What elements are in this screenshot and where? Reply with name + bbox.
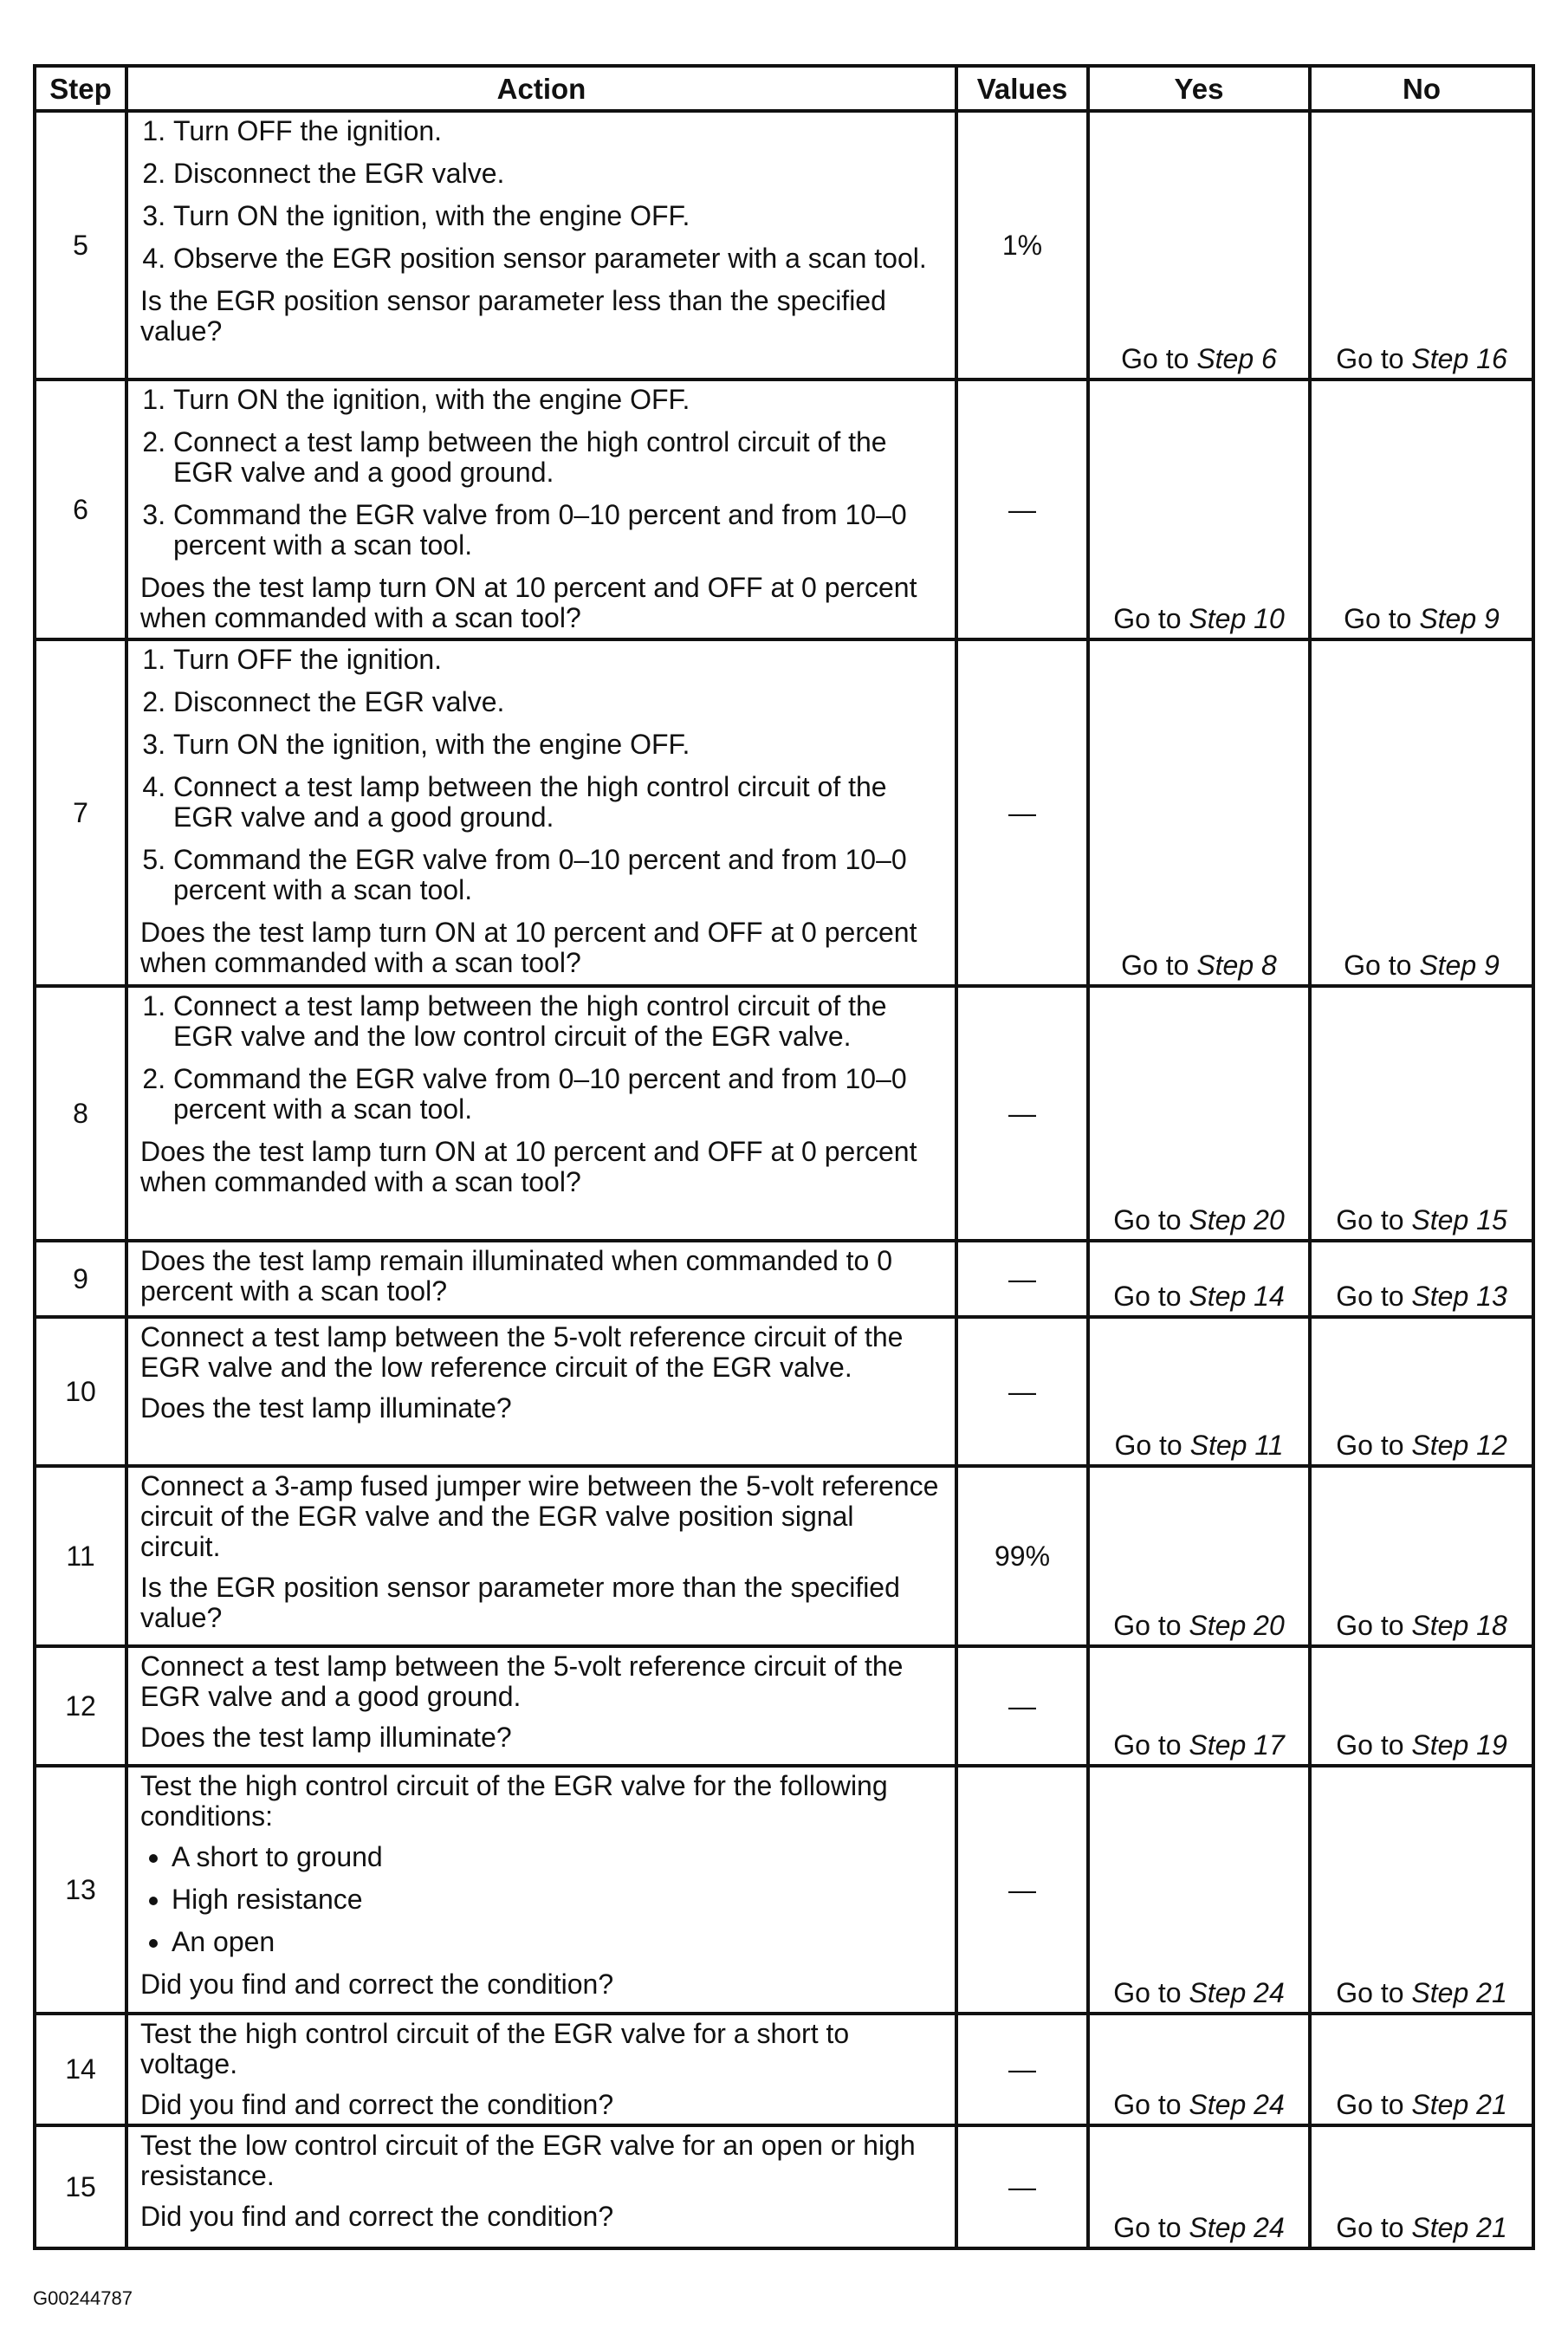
value-cell: — xyxy=(956,1766,1088,2014)
list-item: 4. Connect a test lamp between the high control circuit of the EGR valve and a good ground. xyxy=(173,772,941,833)
question-text: Is the EGR position sensor parameter more than the specified value? xyxy=(140,1572,900,1633)
question-text: Did you find and correct the condition? xyxy=(140,1969,614,2000)
procedure-list xyxy=(140,116,941,274)
table-row xyxy=(35,1466,1533,1646)
table-row xyxy=(35,2014,1533,2125)
action-paragraph: Test the high control circuit of the EGR valve for the following conditions: xyxy=(140,1770,888,1832)
action-cell xyxy=(126,1466,956,1646)
action-cell xyxy=(126,986,956,1241)
go-to-label: Go to xyxy=(1336,1977,1404,2008)
header-step: Step xyxy=(35,66,126,111)
list-item: 3. Command the EGR valve from 0–10 percent and from 10–0 percent with a scan tool. xyxy=(173,500,941,561)
go-to-label: Go to xyxy=(1113,1281,1182,1312)
yes-cell xyxy=(1088,1241,1310,1317)
value-cell: — xyxy=(956,1317,1088,1466)
no-step-link: Step 12 xyxy=(1411,1430,1507,1461)
no-step-link: Step 18 xyxy=(1411,1610,1507,1641)
go-to-label: Go to xyxy=(1336,2212,1404,2243)
no-cell xyxy=(1310,1317,1533,1466)
go-to-label: Go to xyxy=(1336,1430,1404,1461)
yes-cell xyxy=(1088,1646,1310,1766)
question-text: Does the test lamp turn ON at 10 percent and OFF at 0 percent when commanded with a scan tool? xyxy=(140,572,917,633)
go-to-label: Go to xyxy=(1121,343,1189,374)
table-row xyxy=(35,639,1533,986)
yes-cell xyxy=(1088,1317,1310,1466)
procedure-list xyxy=(140,991,941,1125)
list-item: • High resistance xyxy=(172,1884,941,1915)
step-number: 7 xyxy=(35,639,126,986)
yes-cell xyxy=(1088,2125,1310,2248)
question-text: Does the test lamp turn ON at 10 percent and OFF at 0 percent when commanded with a scan tool? xyxy=(140,1136,917,1197)
list-item: 1. Turn OFF the ignition. xyxy=(173,645,941,675)
question-text: Did you find and correct the condition? xyxy=(140,2089,614,2120)
no-cell xyxy=(1310,639,1533,986)
yes-step-link: Step 11 xyxy=(1189,1430,1284,1461)
go-to-label: Go to xyxy=(1121,950,1189,981)
value-cell: — xyxy=(956,379,1088,639)
no-step-link: Step 9 xyxy=(1419,603,1500,634)
no-step-link: Step 21 xyxy=(1411,1977,1507,2008)
yes-step-link: Step 24 xyxy=(1189,1977,1285,2008)
action-cell xyxy=(126,2125,956,2248)
go-to-label: Go to xyxy=(1336,1610,1404,1641)
procedure-list xyxy=(140,645,941,905)
table-row xyxy=(35,2125,1533,2248)
step-number: 10 xyxy=(35,1317,126,1466)
go-to-label: Go to xyxy=(1336,1204,1404,1236)
action-paragraph: Connect a 3-amp fused jumper wire between the 5-volt reference circuit of the EGR valve and the EGR valve position signal circuit. xyxy=(140,1470,939,1562)
action-cell xyxy=(126,111,956,379)
table-row xyxy=(35,1766,1533,2014)
question-text: Did you find and correct the condition? xyxy=(140,2201,614,2232)
no-step-link: Step 21 xyxy=(1411,2089,1507,2120)
yes-step-link: Step 24 xyxy=(1189,2212,1285,2243)
go-to-label: Go to xyxy=(1114,1430,1182,1461)
condition-list xyxy=(140,1842,941,1957)
figure-id: G00244787 xyxy=(33,2287,133,2309)
yes-cell xyxy=(1088,639,1310,986)
yes-step-link: Step 20 xyxy=(1189,1204,1285,1236)
no-cell xyxy=(1310,1241,1533,1317)
list-item: • A short to ground xyxy=(172,1842,941,1872)
no-cell xyxy=(1310,2125,1533,2248)
header-action: Action xyxy=(126,66,956,111)
diagnostic-table xyxy=(33,64,1535,2250)
go-to-label: Go to xyxy=(1113,1729,1182,1761)
no-cell xyxy=(1310,1766,1533,2014)
no-step-link: Step 21 xyxy=(1411,2212,1507,2243)
yes-step-link: Step 20 xyxy=(1189,1610,1285,1641)
action-paragraph: Test the high control circuit of the EGR valve for a short to voltage. xyxy=(140,2018,850,2079)
yes-step-link: Step 14 xyxy=(1189,1281,1285,1312)
yes-cell xyxy=(1088,1466,1310,1646)
go-to-label: Go to xyxy=(1113,1610,1182,1641)
table-header xyxy=(35,66,1533,111)
list-item: 2. Command the EGR valve from 0–10 percent and from 10–0 percent with a scan tool. xyxy=(173,1064,941,1125)
table-row xyxy=(35,379,1533,639)
action-cell xyxy=(126,379,956,639)
action-paragraph: Connect a test lamp between the 5-volt reference circuit of the EGR valve and the low reference circuit of the EGR valve. xyxy=(140,1321,904,1383)
value-cell: — xyxy=(956,1646,1088,1766)
header-values: Values xyxy=(956,66,1088,111)
table-row xyxy=(35,111,1533,379)
yes-step-link: Step 8 xyxy=(1196,950,1277,981)
no-step-link: Step 15 xyxy=(1411,1204,1507,1236)
value-cell: — xyxy=(956,2125,1088,2248)
step-number: 9 xyxy=(35,1241,126,1317)
table-body xyxy=(35,111,1533,2248)
action-cell xyxy=(126,1317,956,1466)
no-step-link: Step 13 xyxy=(1411,1281,1507,1312)
no-cell xyxy=(1310,1646,1533,1766)
step-number: 12 xyxy=(35,1646,126,1766)
go-to-label: Go to xyxy=(1344,603,1412,634)
yes-step-link: Step 10 xyxy=(1189,603,1285,634)
go-to-label: Go to xyxy=(1113,2212,1182,2243)
question-text: Is the EGR position sensor parameter less than the specified value? xyxy=(140,285,886,347)
list-item: 1. Turn OFF the ignition. xyxy=(173,116,941,146)
no-step-link: Step 19 xyxy=(1411,1729,1507,1761)
value-cell: — xyxy=(956,639,1088,986)
step-number: 14 xyxy=(35,2014,126,2125)
table-row xyxy=(35,1241,1533,1317)
go-to-label: Go to xyxy=(1336,1281,1404,1312)
go-to-label: Go to xyxy=(1113,1977,1182,2008)
step-number: 15 xyxy=(35,2125,126,2248)
yes-cell xyxy=(1088,111,1310,379)
procedure-list xyxy=(140,385,941,561)
go-to-label: Go to xyxy=(1336,2089,1404,2120)
no-cell xyxy=(1310,379,1533,639)
list-item: 3. Turn ON the ignition, with the engine OFF. xyxy=(173,201,941,231)
go-to-label: Go to xyxy=(1113,603,1182,634)
step-number: 5 xyxy=(35,111,126,379)
go-to-label: Go to xyxy=(1336,343,1404,374)
yes-cell xyxy=(1088,379,1310,639)
header-row xyxy=(35,66,1533,111)
action-paragraph: Connect a test lamp between the 5-volt reference circuit of the EGR valve and a good ground. xyxy=(140,1651,904,1712)
step-number: 11 xyxy=(35,1466,126,1646)
go-to-label: Go to xyxy=(1113,2089,1182,2120)
table-row xyxy=(35,986,1533,1241)
value-cell: — xyxy=(956,1241,1088,1317)
value-cell: 1% xyxy=(956,111,1088,379)
action-cell xyxy=(126,639,956,986)
question-text: Does the test lamp remain illuminated when commanded to 0 percent with a scan tool? xyxy=(140,1245,892,1307)
header-yes: Yes xyxy=(1088,66,1310,111)
list-item: 4. Observe the EGR position sensor parameter with a scan tool. xyxy=(173,243,941,274)
question-text: Does the test lamp illuminate? xyxy=(140,1722,512,1753)
list-item: 5. Command the EGR valve from 0–10 percent and from 10–0 percent with a scan tool. xyxy=(173,845,941,905)
question-text: Does the test lamp turn ON at 10 percent and OFF at 0 percent when commanded with a scan tool? xyxy=(140,917,917,978)
value-cell: 99% xyxy=(956,1466,1088,1646)
list-item: 1. Turn ON the ignition, with the engine OFF. xyxy=(173,385,941,415)
step-number: 13 xyxy=(35,1766,126,2014)
list-item: 2. Disconnect the EGR valve. xyxy=(173,687,941,717)
yes-cell xyxy=(1088,2014,1310,2125)
no-cell xyxy=(1310,986,1533,1241)
yes-cell xyxy=(1088,986,1310,1241)
table-row xyxy=(35,1646,1533,1766)
list-item: 3. Turn ON the ignition, with the engine OFF. xyxy=(173,730,941,760)
question-text: Does the test lamp illuminate? xyxy=(140,1392,512,1424)
table-row xyxy=(35,1317,1533,1466)
go-to-label: Go to xyxy=(1113,1204,1182,1236)
yes-step-link: Step 17 xyxy=(1189,1729,1285,1761)
list-item: 1. Connect a test lamp between the high control circuit of the EGR valve and the low control circuit of the EGR valve. xyxy=(173,991,941,1052)
header-no: No xyxy=(1310,66,1533,111)
no-cell xyxy=(1310,2014,1533,2125)
list-item: 2. Connect a test lamp between the high control circuit of the EGR valve and a good ground. xyxy=(173,427,941,488)
value-cell: — xyxy=(956,986,1088,1241)
yes-step-link: Step 24 xyxy=(1189,2089,1285,2120)
step-number: 6 xyxy=(35,379,126,639)
go-to-label: Go to xyxy=(1344,950,1412,981)
no-cell xyxy=(1310,1466,1533,1646)
yes-cell xyxy=(1088,1766,1310,2014)
no-step-link: Step 9 xyxy=(1419,950,1500,981)
go-to-label: Go to xyxy=(1336,1729,1404,1761)
list-item: • An open xyxy=(172,1927,941,1957)
step-number: 8 xyxy=(35,986,126,1241)
action-cell xyxy=(126,1646,956,1766)
no-step-link: Step 16 xyxy=(1411,343,1507,374)
action-paragraph: Test the low control circuit of the EGR valve for an open or high resistance. xyxy=(140,2130,916,2191)
action-cell xyxy=(126,1766,956,2014)
no-cell xyxy=(1310,111,1533,379)
action-cell xyxy=(126,1241,956,1317)
list-item: 2. Disconnect the EGR valve. xyxy=(173,159,941,189)
action-cell xyxy=(126,2014,956,2125)
value-cell: — xyxy=(956,2014,1088,2125)
yes-step-link: Step 6 xyxy=(1196,343,1277,374)
